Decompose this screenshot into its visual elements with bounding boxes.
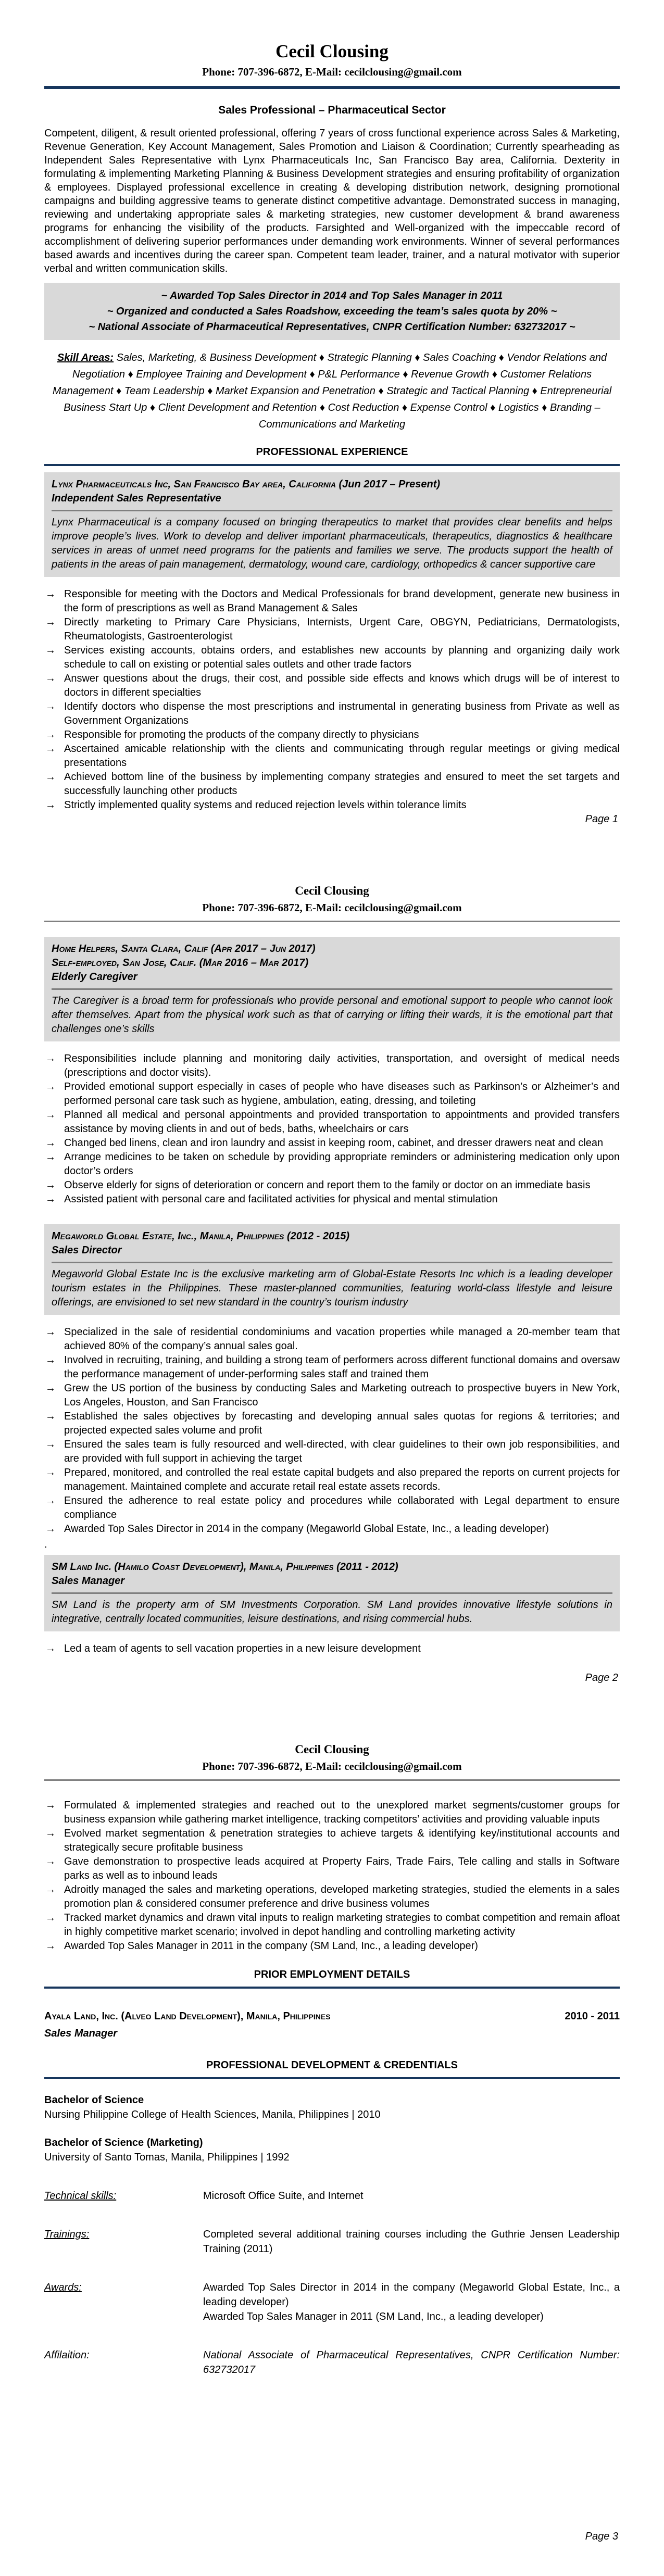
bullet-item: → Ensured the adherence to real estate policy and procedures while collaborated with Legal department to ensure compliance: [45, 1495, 620, 1521]
award-line: Awarded Top Sales Director in 2014 in the company (Megaworld Global Estate, Inc., a leading developer): [203, 2282, 620, 2308]
arrow-bullet-icon: →: [45, 729, 56, 740]
arrow-bullet-icon: →: [45, 673, 56, 684]
bullet-item: → Arrange medicines to be taken on schedule by providing appropriate reminders or administering medication only upon doctor’s orders: [45, 1151, 620, 1177]
credential-value: Completed several additional training courses including the Guthrie Jensen Leadership Training (2011): [203, 2229, 620, 2255]
section-rule: [44, 1987, 620, 1989]
job-company-line: [52, 1229, 612, 1243]
credential-row-awards: [44, 2280, 620, 2324]
bullet-item: → Strictly implemented quality systems and reduced rejection levels within tolerance limits: [44, 798, 620, 812]
company-description: The Caregiver is a broad term for professionals who provide personal and emotional support to people who cannot look after themselves. Apart from the physical work such as that of carrying or lifting their wards, it is the emotional part that challenges one’s skills: [52, 995, 612, 1035]
contact-line: Phone: 707-396-6872, E-Mail: cecilclousing@gmail.com: [202, 901, 462, 914]
arrow-bullet-icon: →: [45, 1109, 56, 1121]
bullet-item: → Involved in recruiting, training, and building a strong team of performers across different functional domains and oversaw the performance management of under-performing sales staff and trained them: [45, 1354, 620, 1380]
arrow-bullet-icon: →: [45, 1828, 56, 1839]
skill-areas: [44, 349, 620, 433]
page-number: Page 1: [585, 813, 618, 825]
header-rule: [44, 921, 620, 922]
job-role: Elderly Caregiver: [52, 971, 137, 983]
degree-title: Bachelor of Science (Marketing): [44, 2137, 203, 2148]
arrow-bullet-icon: →: [45, 1151, 56, 1163]
job-separator: [52, 1262, 612, 1263]
bullet-item: → Prepared, monitored, and controlled the real estate capital budgets and also prepared the reports on current projects for management. Maintained complete and accurate retail real estate assets records.: [45, 1467, 620, 1492]
company-name: Ayala Land, Inc. (Alveo Land Development), Manila, Philippines: [44, 2010, 331, 2022]
arrow-bullet-icon: →: [45, 1193, 56, 1205]
job-separator: [52, 988, 612, 990]
bullet-item: → Achieved bottom line of the business by implementing company strategies and ensured to meet the set targets and successfully launching other products: [45, 771, 620, 797]
company-dates: (2011 - 2012): [333, 1561, 398, 1573]
candidate-name: Cecil Clousing: [295, 1743, 369, 1756]
page-number: Page 2: [585, 1672, 618, 1683]
job-company-line: [52, 942, 612, 956]
document-title: Sales Professional – Pharmaceutical Sector: [218, 104, 446, 116]
job-role: Sales Director: [52, 1245, 122, 1256]
highlight-line: ~ Organized and conducted a Sales Roadshow, exceeding the team’s sales quota by 20% ~: [107, 306, 557, 317]
arrow-bullet-icon: →: [45, 588, 56, 600]
skill-areas-label: Skill Areas:: [57, 352, 114, 363]
award-line: Awarded Top Sales Manager in 2011 (SM Land, Inc., a leading developer): [203, 2311, 544, 2322]
job-role: Sales Manager: [52, 1575, 125, 1587]
bullet-item: → Established the sales objectives by forecasting and developing annual sales quotas for regions & territories; and projected expected sales volume and profit: [45, 1411, 620, 1436]
job-role: Independent Sales Representative: [52, 493, 221, 504]
company-name: Self-employed, San Jose, Calif. (Mar 2016 – Mar 2017): [52, 957, 309, 969]
arrow-bullet-icon: →: [45, 1383, 56, 1394]
company-name: Lynx Pharmaceuticals Inc, San Francisco Bay area, California: [52, 479, 336, 490]
bullet-item: → Responsible for meeting with the Doctors and Medical Professionals for brand development, generate new business in the form of prescriptions as well as Brand Management & Sales: [45, 588, 620, 614]
job-role: Sales Manager: [44, 2028, 118, 2039]
header-rule: [44, 86, 620, 89]
company-name: Megaworld Global Estate, Inc., Manila, Philippines: [52, 1230, 284, 1242]
credential-row-affiliation: [44, 2348, 620, 2377]
section-heading-development: PROFESSIONAL DEVELOPMENT & CREDENTIALS: [206, 2059, 458, 2071]
credential-value: National Associate of Pharmaceutical Representatives, CNPR Certification Number: 632732017: [203, 2349, 620, 2376]
section-rule: [44, 2077, 620, 2079]
job-header-home-helpers: [44, 937, 620, 1041]
candidate-name: Cecil Clousing: [275, 41, 389, 61]
job-company-line: [52, 477, 612, 492]
degree-detail: Nursing Philippine College of Health Sciences, Manila, Philippines | 2010: [44, 2109, 381, 2120]
resume-page-3: [0, 1717, 664, 2576]
arrow-bullet-icon: →: [45, 1643, 56, 1654]
arrow-bullet-icon: →: [45, 1137, 56, 1149]
stray-period: .: [44, 1539, 47, 1550]
bullet-item: → Planned all medical and personal appointments and provided transportation to appointments and provided transfers assistance by moving clients in and out of beds, baths, wheelchairs or cars: [45, 1109, 620, 1135]
education-entry: [44, 2135, 620, 2165]
arrow-bullet-icon: →: [45, 1439, 56, 1450]
skill-areas-text: Sales, Marketing, & Business Development ♦ Strategic Planning ♦ Sales Coaching ♦ Vendor Relations and Negotiation ♦ Employee Training and Development ♦ P&L Performance ♦ Revenue Growth ♦ Customer Relations Management ♦ Team Leadership ♦ Market Expansion and Penetration ♦ Strategic and Tactical Planning ♦ Entrepreneurial Business Start Up ♦ Client Development and Retention ♦ Cost Reduction ♦ Expense Control ♦ Logistics ♦ Branding – Communications and Marketing: [52, 352, 612, 430]
header-rule: [44, 1779, 620, 1781]
credential-value: Microsoft Office Suite, and Internet: [203, 2190, 364, 2202]
company-name: Home Helpers, Santa Clara, Calif (Apr 2017 – Jun 2017): [52, 943, 316, 954]
bullet-item: → Gave demonstration to prospective leads acquired at Property Fairs, Trade Fairs, Tele calling and stalls in Software parks as well as to inbound leads: [45, 1856, 620, 1881]
arrow-bullet-icon: →: [45, 1467, 56, 1478]
arrow-bullet-icon: →: [45, 1354, 56, 1366]
job-header-lynx: [44, 472, 620, 577]
job-company-line: [52, 1560, 612, 1574]
credential-row-technical-skills: [44, 2189, 620, 2203]
section-heading-experience: PROFESSIONAL EXPERIENCE: [256, 446, 408, 458]
job-bullets-sm-land-continued: [44, 1799, 620, 1953]
company-description: Megaworld Global Estate Inc is the exclusive marketing arm of Global-Estate Resorts Inc which is a leading developer tourism estates in the Philippines. These master-planned communities, featuring world-class lifestyle and leisure offerings, are envisioned to set new standard in the country’s tourism industry: [52, 1268, 612, 1308]
job-bullets-sm-land: [44, 1642, 620, 1656]
credential-label: Trainings:: [44, 2229, 90, 2240]
bullet-item: → Directly marketing to Primary Care Physicians, Internists, Urgent Care, OBGYN, Pediatricians, Dermatologists, Rheumatologists, Gastroenterologist: [45, 617, 620, 642]
company-dates: 2010 - 2011: [565, 2010, 620, 2022]
page-number: Page 3: [585, 2531, 618, 2542]
arrow-bullet-icon: →: [45, 1884, 56, 1895]
bullet-item: → Formulated & implemented strategies and reached out to the unexplored market segments/customer groups for business expansion while gathering market intelligence, tracking competitors’ activities and providing valuable inputs: [45, 1800, 620, 1825]
bullet-item: → Grew the US portion of the business by conducting Sales and Marketing outreach to prospective buyers in New York, Los Angeles, Houston, and San Francisco: [45, 1383, 620, 1408]
resume-page-1: [0, 0, 664, 859]
bullet-item: → Responsibilities include planning and monitoring daily activities, transportation, and oversight of medical needs (prescriptions and doctor visits).: [45, 1053, 620, 1078]
highlight-line: ~ Awarded Top Sales Director in 2014 and Top Sales Manager in 2011: [161, 290, 503, 301]
company-description: Lynx Pharmaceutical is a company focused on bringing therapeutics to market that provides clear benefits and helps improve people’s lives. Work to develop and deliver important pharmaceuticals, therapeutics, diagnostics & healthcare services in areas of unmet need programs for the patients and families we serve. The products support the health of patients in the areas of pain management, dermatology, wound care, cardiology, orthopedics & cancer supportive care: [52, 517, 612, 570]
credential-label: Affilaition:: [44, 2349, 90, 2361]
bullet-item: → Changed bed linens, clean and iron laundry and assist in keeping room, cabinet, and dresser drawers neat and clean: [44, 1136, 620, 1150]
job-header-sm-land: [44, 1555, 620, 1631]
arrow-bullet-icon: →: [45, 1912, 56, 1924]
company-description: SM Land is the property arm of SM Investments Corporation. SM Land provides innovative lifestyle solutions in integrative, centrally located communities, leisure destinations, and rising commercial hubs.: [52, 1599, 612, 1625]
bullet-item: → Services existing accounts, obtains orders, and establishes new accounts by planning and organizing daily work schedule to call on existing or potential sales outlets and other trade factors: [45, 645, 620, 670]
arrow-bullet-icon: →: [45, 1940, 56, 1952]
section-heading-prior-employment: PRIOR EMPLOYMENT DETAILS: [254, 1969, 410, 1980]
credential-label: Technical skills:: [44, 2190, 117, 2202]
company-name: SM Land Inc. (Hamilo Coast Development), Manila, Philippines: [52, 1561, 334, 1573]
job-bullets-caregiver: [44, 1052, 620, 1207]
degree-title: Bachelor of Science: [44, 2094, 144, 2106]
bullet-item: → Awarded Top Sales Manager in 2011 in the company (SM Land, Inc., a leading developer): [44, 1939, 620, 1953]
bullet-item: → Ascertained amicable relationship with the clients and communicating through regular meetings or giving medical presentations: [45, 743, 620, 769]
credential-row-trainings: [44, 2227, 620, 2256]
job-company-line: [52, 956, 612, 970]
arrow-bullet-icon: →: [45, 1081, 56, 1092]
bullet-item: → Evolved market segmentation & penetration strategies to achieve targets & identifying key/institutional accounts and strategically secure profitable business: [45, 1828, 620, 1853]
credential-label: Awards:: [44, 2282, 82, 2293]
bullet-item: → Specialized in the sale of residential condominiums and vacation properties while managed a 20-member team that achieved 80% of the company’s annual sales goal.: [45, 1326, 620, 1352]
bullet-item: → Answer questions about the drugs, their cost, and possible side effects and knows which drugs will be of interest to doctors in different specialties: [45, 673, 620, 698]
bullet-item: → Tracked market dynamics and drawn vital inputs to realign marketing strategies to combat competition and remain afloat in highly competitive market scenario; involved in depot handling and controlling marketing activity: [45, 1912, 620, 1938]
arrow-bullet-icon: →: [45, 799, 56, 811]
bullet-item: → Identify doctors who dispense the most prescriptions and instrumental in generating business from Private as well as Government Organizations: [45, 701, 620, 726]
arrow-bullet-icon: →: [45, 1523, 56, 1535]
arrow-bullet-icon: →: [45, 743, 56, 755]
bullet-item: → Provided emotional support especially in cases of people who have diseases such as Parkinson’s or Alzheimer’s and performed personal care task such as hygiene, ambulation, eating, dressing, and toileting: [45, 1081, 620, 1107]
education-entry: [44, 2093, 620, 2122]
arrow-bullet-icon: →: [45, 1856, 56, 1867]
company-dates: (2012 - 2015): [284, 1230, 350, 1242]
bullet-item: → Ensured the sales team is fully resourced and well-directed, with clear guidelines to their own job responsibilities, and are provided with full support in achieving the target: [45, 1439, 620, 1464]
arrow-bullet-icon: →: [45, 645, 56, 656]
contact-line: Phone: 707-396-6872, E-Mail: cecilclousing@gmail.com: [202, 66, 462, 78]
job-header-megaworld: [44, 1224, 620, 1315]
contact-line: Phone: 707-396-6872, E-Mail: cecilclousing@gmail.com: [202, 1760, 462, 1773]
arrow-bullet-icon: →: [45, 617, 56, 628]
job-bullets-megaworld: [44, 1325, 620, 1536]
job-bullets-lynx: [44, 587, 620, 812]
bullet-item: → Assisted patient with personal care and facilitated activities for physical and mental stimulation: [44, 1192, 620, 1207]
arrow-bullet-icon: →: [45, 701, 56, 712]
bullet-item: → Led a team of agents to sell vacation properties in a new leisure development: [44, 1642, 620, 1656]
highlight-line: ~ National Associate of Pharmaceutical Representatives, CNPR Certification Number: 632732017 ~: [89, 321, 575, 333]
prior-employment-row: [44, 2009, 620, 2024]
job-separator: [52, 1592, 612, 1594]
arrow-bullet-icon: →: [45, 1053, 56, 1064]
candidate-name: Cecil Clousing: [295, 884, 369, 897]
arrow-bullet-icon: →: [45, 1495, 56, 1506]
arrow-bullet-icon: →: [45, 771, 56, 783]
arrow-bullet-icon: →: [45, 1411, 56, 1422]
highlights-box: [44, 283, 620, 340]
professional-summary: Competent, diligent, & result oriented professional, offering 7 years of cross functional experience across Sales & Marketing, Revenue Generation, Key Account Management, Sales Promotion and Liaison & Coordination; Currently spearheading as Independent Sales Representative with Lynx Pharmaceuticals Inc, San Francisco Bay area, California. Dexterity in formulating & implementing Marketing Planning & Business Development strategies and ensuring profitability of organization & employees. Displayed professional excellence in creating & developing distribution network, designing promotional campaigns and building aggressive teams to generate distinct competitive advantage. Demonstrated success in managing, reviewing and undertaking appropriate sales & marketing strategies, new customer development & brand awareness programs for enhancing the visibility of the products. Farsighted and Well-organized with the impeccable record of accomplishment of delivering superior performances under demanding work environments. Winner of several performances based awards and incentives during the career span. Competent team leader, trainer, and a natural motivator with superior verbal and written communication skills.: [44, 128, 620, 274]
resume-page-2: [0, 859, 664, 1717]
company-dates: (Jun 2017 – Present): [335, 479, 441, 490]
arrow-bullet-icon: →: [45, 1326, 56, 1338]
bullet-item: → Awarded Top Sales Director in 2014 in the company (Megaworld Global Estate, Inc., a leading developer): [44, 1522, 620, 1536]
arrow-bullet-icon: →: [45, 1800, 56, 1811]
bullet-item: → Responsible for promoting the products of the company directly to physicians: [44, 728, 620, 742]
bullet-item: → Observe elderly for signs of deterioration or concern and report them to the family or doctor on an immediate basis: [44, 1178, 620, 1192]
arrow-bullet-icon: →: [45, 1179, 56, 1191]
credential-value: [203, 2280, 620, 2324]
section-rule: [44, 464, 620, 466]
bullet-item: → Adroitly managed the sales and marketing operations, developed marketing strategies, studied the elements in a sales promotion plan & considered consumer preference and drive business volumes: [45, 1884, 620, 1909]
degree-detail: University of Santo Tomas, Manila, Philippines | 1992: [44, 2152, 290, 2163]
job-separator: [52, 510, 612, 511]
